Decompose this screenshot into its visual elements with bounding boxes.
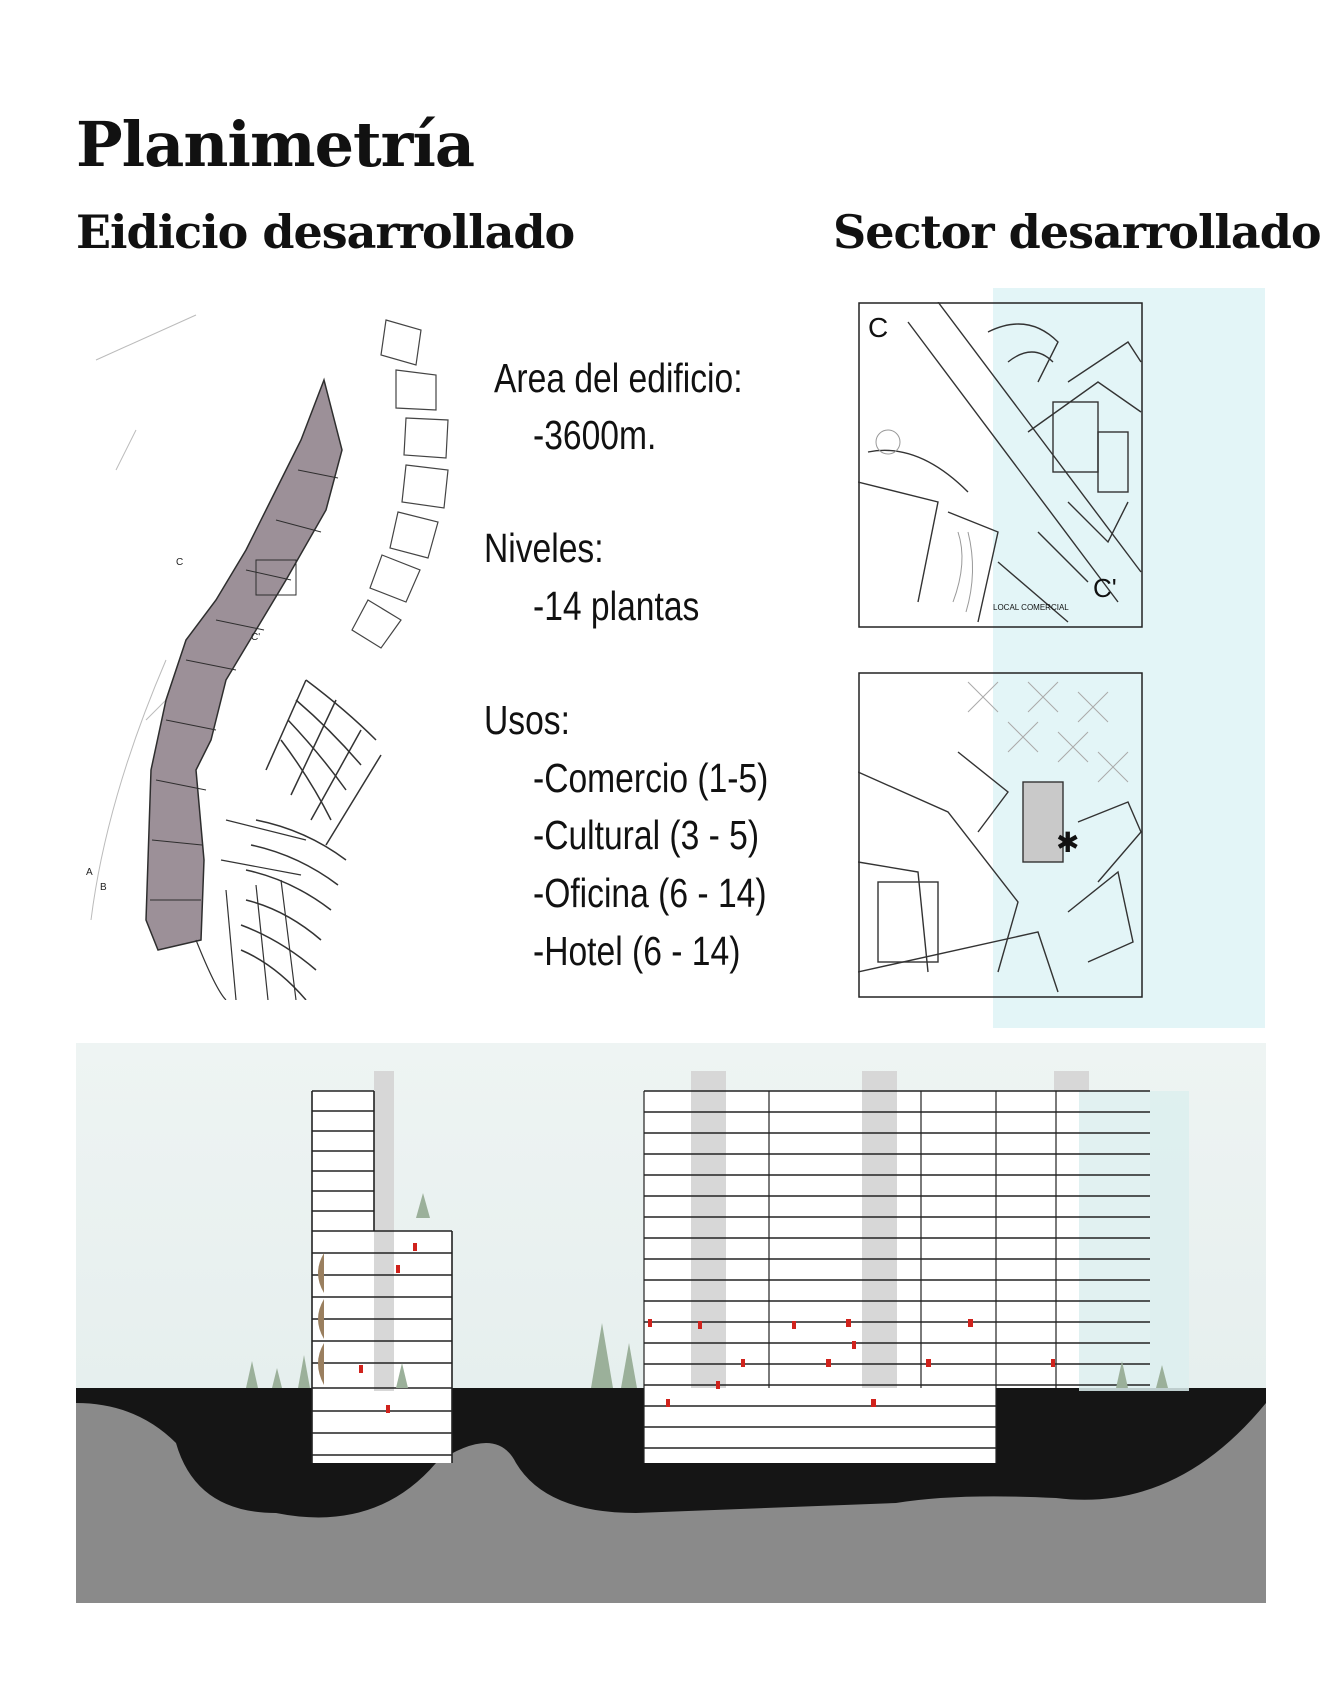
plan-mark-c: C bbox=[176, 557, 184, 568]
plan-mark-a: A bbox=[86, 867, 93, 878]
levels-label: Niveles: bbox=[484, 525, 604, 571]
left-subtitle: Eidicio desarrollado bbox=[76, 205, 575, 259]
sector-plan-ground bbox=[858, 302, 1143, 628]
building-sections bbox=[76, 1043, 1266, 1603]
use-item: -Oficina (6 - 14) bbox=[533, 870, 767, 916]
right-subtitle: Sector desarrollado bbox=[833, 205, 1321, 259]
use-item: -Hotel (6 - 14) bbox=[533, 928, 741, 974]
plan-mark-b: B bbox=[100, 882, 107, 893]
local-comercial-label: LOCAL COMERCIAL bbox=[993, 603, 1069, 612]
use-item: -Cultural (3 - 5) bbox=[533, 812, 760, 858]
use-item: -Comercio (1-5) bbox=[533, 755, 769, 801]
levels-value: -14 plantas bbox=[533, 583, 700, 629]
building-floor-plan bbox=[76, 300, 496, 1000]
palm-icon: ✱ bbox=[1056, 827, 1080, 858]
uses-label: Usos: bbox=[484, 697, 570, 743]
sector-cut-c-prime: C' bbox=[1093, 573, 1117, 603]
plan-mark-c-prime: C' bbox=[251, 632, 261, 643]
sector-plan-upper bbox=[858, 672, 1143, 998]
area-value: -3600m. bbox=[533, 412, 657, 458]
area-label: Area del edificio: bbox=[494, 355, 743, 401]
page-title: Planimetría bbox=[76, 108, 475, 181]
sector-cut-c: C bbox=[868, 312, 889, 343]
